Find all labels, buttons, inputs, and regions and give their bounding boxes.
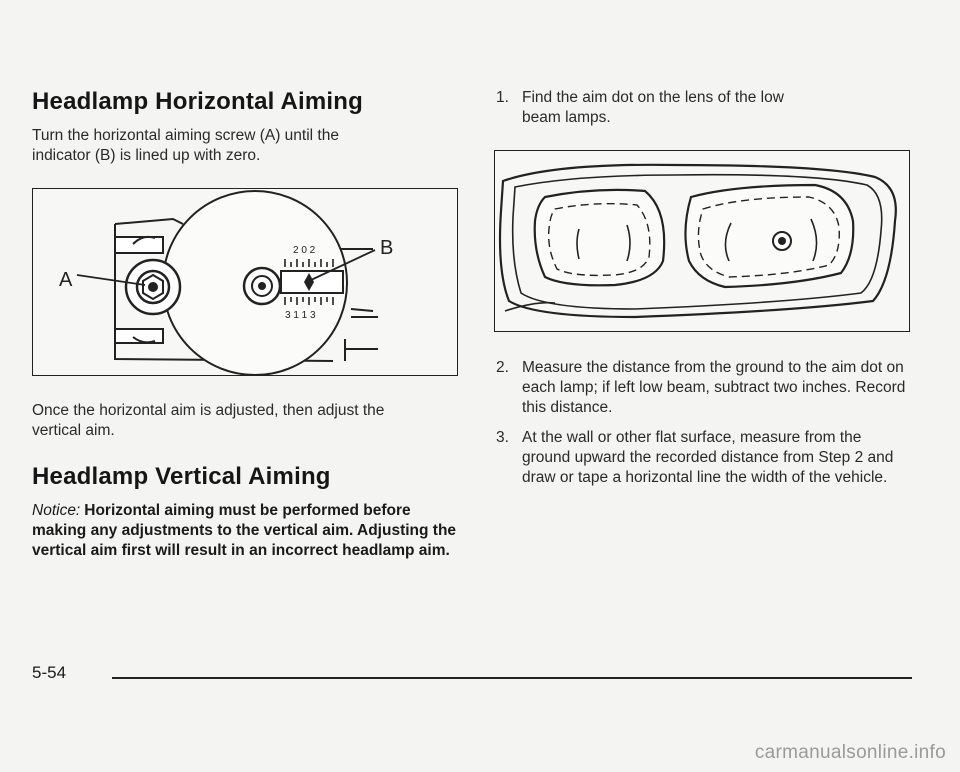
vertical-aiming-heading: Headlamp Vertical Aiming: [32, 463, 331, 490]
footer-rule: [112, 677, 912, 679]
step-number: 2.: [496, 359, 509, 376]
page-number: 5-54: [32, 663, 67, 682]
step-text: Measure the distance from the ground to the aim dot on each lamp; if left low beam, subtract two inches. Record this distance.: [522, 359, 906, 416]
bottom-scale-numbers: 3 1 1 3: [285, 310, 316, 321]
horizontal-aim-figure: [32, 188, 458, 376]
right-column: [492, 88, 922, 488]
step-3: [492, 428, 922, 488]
step-number: 3.: [496, 429, 509, 446]
notice-text: Horizontal aiming must be performed before making any adjustments to the vertical aim. Adjusting the vertical aim first will result in an incorrect headlamp aim.: [32, 502, 457, 559]
notice-lead: Notice:: [32, 502, 81, 519]
low-beam-lamps-figure: [494, 150, 910, 332]
step-2: [492, 358, 922, 418]
after-figure-text: Once the horizontal aim is adjusted, then adjust the vertical aim.: [32, 402, 385, 439]
horizontal-aiming-heading: Headlamp Horizontal Aiming: [32, 88, 364, 115]
step-text: At the wall or other flat surface, measure from the ground upward the recorded distance from Step 2 and draw or tape a horizontal line the width of the vehicle.: [522, 429, 894, 486]
label-a: A: [59, 269, 73, 291]
label-b: B: [380, 237, 394, 259]
left-column: [32, 88, 462, 561]
top-scale-numbers: 2 0 2: [293, 245, 316, 256]
step-1: [492, 88, 922, 128]
step-number: 1.: [496, 89, 509, 106]
notice-paragraph: [32, 501, 462, 561]
horizontal-aiming-intro: Turn the horizontal aiming screw (A) until the indicator (B) is lined up with zero.: [32, 127, 339, 164]
step-text: Find the aim dot on the lens of the low beam lamps.: [522, 89, 784, 126]
watermark: carmanualsonline.info: [754, 742, 946, 763]
